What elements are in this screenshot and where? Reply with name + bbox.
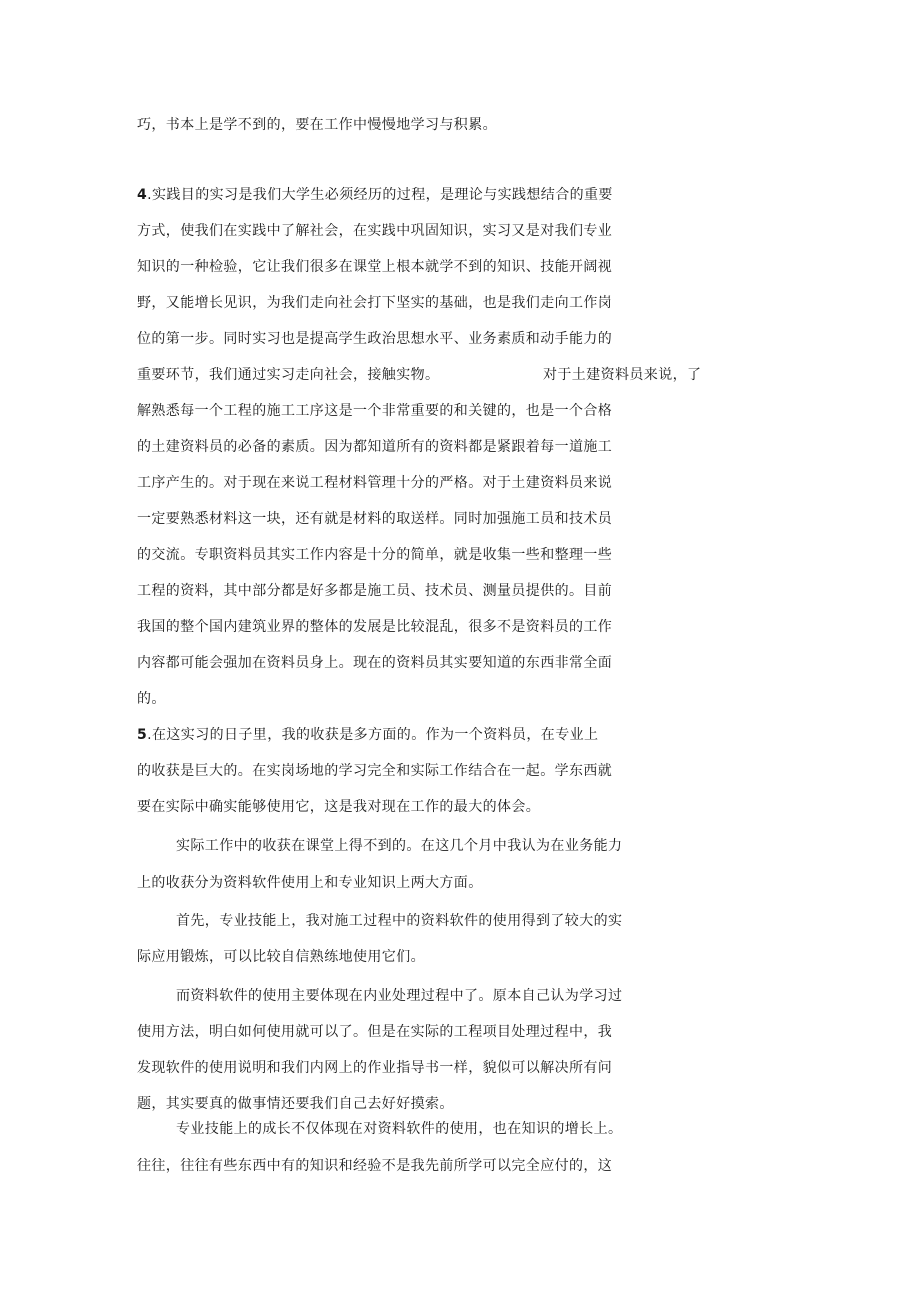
text-line: 首先，专业技能上，我对施工过程中的资料软件的使用得到了较大的实 bbox=[176, 913, 623, 929]
text-line: 要在实际中确实能够使用它，这是我对现在工作的最大的体会。 bbox=[137, 799, 541, 815]
text-line: 位的第一步。同时实习也是提高学生政治思想水平、业务素质和动手能力的 bbox=[137, 331, 613, 347]
paragraph-5-first-line bbox=[137, 726, 598, 744]
text-line-split bbox=[137, 366, 837, 384]
text-line: 工程的资料，其中部分都是好多都是施工员、技术员、测量员提供的。目前 bbox=[137, 583, 613, 599]
text-line: 解熟悉每一个工程的施工工序这是一个非常重要的和关键的，也是一个合格 bbox=[137, 403, 613, 419]
text-line: 一定要熟悉材料这一块，还有就是材料的取送样。同时加强施工员和技术员 bbox=[137, 511, 613, 527]
paragraph-number: 5 bbox=[137, 727, 148, 743]
text-line: 知识的一种检验，它让我们很多在课堂上根本就学不到的知识、技能开阔视 bbox=[137, 259, 613, 275]
text-line: 发现软件的使用说明和我们内网上的作业指导书一样，貌似可以解决所有问 bbox=[137, 1060, 613, 1076]
text-segment: 重要环节，我们通过实习走向社会，接触实物。 bbox=[137, 367, 440, 383]
text-line: 际应用锻炼，可以比较自信熟练地使用它们。 bbox=[137, 949, 425, 965]
text-line: 的交流。专职资料员其实工作内容是十分的简单，就是收集一些和整理一些 bbox=[137, 547, 613, 563]
text-line: 巧，书本上是学不到的，要在工作中慢慢地学习与积累。 bbox=[137, 117, 497, 133]
text-line: 往往，往往有些东西中有的知识和经验不是我先前所学可以完全应付的，这 bbox=[137, 1158, 613, 1174]
text-segment: .在这实习的日子里，我的收获是多方面的。作为一个资料员，在专业上 bbox=[147, 727, 599, 743]
text-line: 而资料软件的使用主要体现在内业处理过程中了。原本自己认为学习过 bbox=[176, 988, 623, 1004]
paragraph-4-first-line bbox=[137, 186, 613, 204]
text-segment: .实践目的实习是我们大学生必须经历的过程，是理论与实践想结合的重要 bbox=[147, 187, 613, 203]
text-line: 方式，使我们在实践中了解社会，在实践中巩固知识，实习又是对我们专业 bbox=[137, 223, 613, 239]
text-segment: 对于土建资料员来说，了 bbox=[543, 367, 702, 383]
text-line: 专业技能上的成长不仅体现在对资料软件的使用，也在知识的增长上。 bbox=[176, 1121, 623, 1137]
text-line: 内容都可能会强加在资料员身上。现在的资料员其实要知道的东西非常全面 bbox=[137, 655, 613, 671]
text-line: 实际工作中的收获在课堂上得不到的。在这几个月中我认为在业务能力 bbox=[176, 838, 623, 854]
text-line: 的。 bbox=[137, 691, 166, 707]
text-line: 题，其实要真的做事情还要我们自己去好好摸索。 bbox=[137, 1096, 454, 1112]
text-line: 工序产生的。对于现在来说工程材料管理十分的严格。对于土建资料员来说 bbox=[137, 475, 613, 491]
text-line: 我国的整个国内建筑业界的整体的发展是比较混乱，很多不是资料员的工作 bbox=[137, 619, 613, 635]
text-line: 上的收获分为资料软件使用上和专业知识上两大方面。 bbox=[137, 875, 483, 891]
text-line: 野，又能增长见识，为我们走向社会打下坚实的基础，也是我们走向工作岗 bbox=[137, 295, 613, 311]
text-line: 的收获是巨大的。在实岗场地的学习完全和实际工作结合在一起。学东西就 bbox=[137, 763, 613, 779]
text-line: 使用方法，明白如何使用就可以了。但是在实际的工程项目处理过程中，我 bbox=[137, 1024, 613, 1040]
paragraph-number: 4 bbox=[137, 187, 148, 203]
text-line: 的土建资料员的必备的素质。因为都知道所有的资料都是紧跟着每一道施工 bbox=[137, 439, 613, 455]
